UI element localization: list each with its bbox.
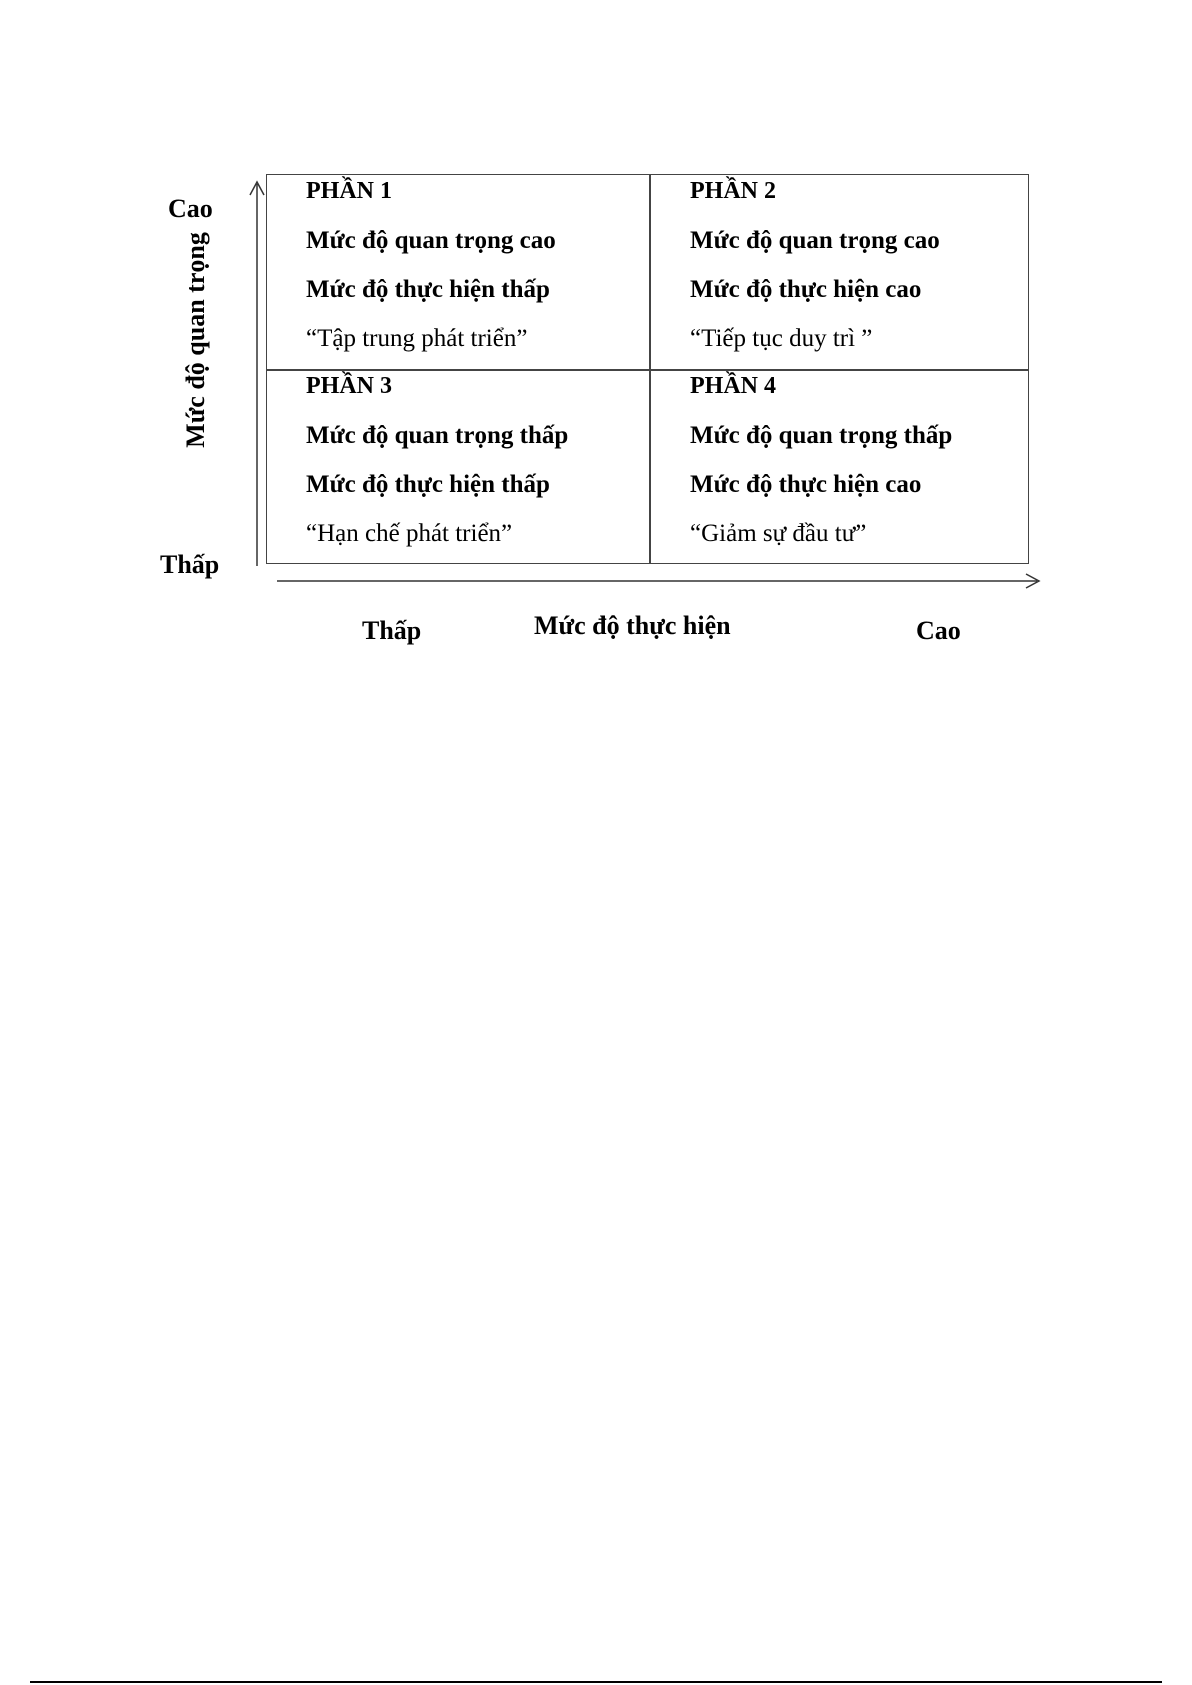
y-axis-title: Mức độ quan trọng [181, 232, 210, 448]
quadrant-title: PHẦN 1 [306, 178, 392, 204]
quadrant-performance: Mức độ thực hiện thấp [306, 471, 550, 498]
x-axis-high-label: Cao [916, 616, 961, 645]
quadrant-importance: Mức độ quan trọng cao [306, 227, 556, 254]
quadrant-performance: Mức độ thực hiện thấp [306, 276, 550, 303]
quadrant-2 [690, 167, 1050, 363]
quadrant-performance: Mức độ thực hiện cao [690, 276, 922, 303]
y-axis-low-label: Thấp [160, 550, 220, 579]
quadrant-importance: Mức độ quan trọng thấp [690, 422, 953, 449]
quadrant-note: “Hạn chế phát triển” [306, 520, 513, 547]
quadrant-1 [306, 167, 666, 363]
quadrant-note: “Tiếp tục duy trì ” [690, 325, 873, 352]
quadrant-importance: Mức độ quan trọng cao [690, 227, 940, 254]
importance-performance-matrix [0, 0, 1192, 700]
quadrant-performance: Mức độ thực hiện cao [690, 471, 922, 498]
page-bottom-rule [30, 1681, 1162, 1683]
quadrant-title: PHẦN 4 [690, 373, 776, 399]
x-axis-title: Mức độ thực hiện [534, 611, 731, 640]
quadrant-importance: Mức độ quan trọng thấp [306, 422, 569, 449]
quadrant-title: PHẦN 3 [306, 373, 392, 399]
quadrant-title: PHẦN 2 [690, 178, 776, 204]
x-axis-low-label: Thấp [362, 616, 422, 645]
quadrant-note: “Tập trung phát triển” [306, 325, 528, 352]
quadrant-4 [690, 362, 1050, 558]
quadrant-note: “Giảm sự đầu tư” [690, 520, 867, 547]
y-axis-high-label: Cao [168, 194, 213, 223]
quadrant-3 [306, 362, 666, 558]
